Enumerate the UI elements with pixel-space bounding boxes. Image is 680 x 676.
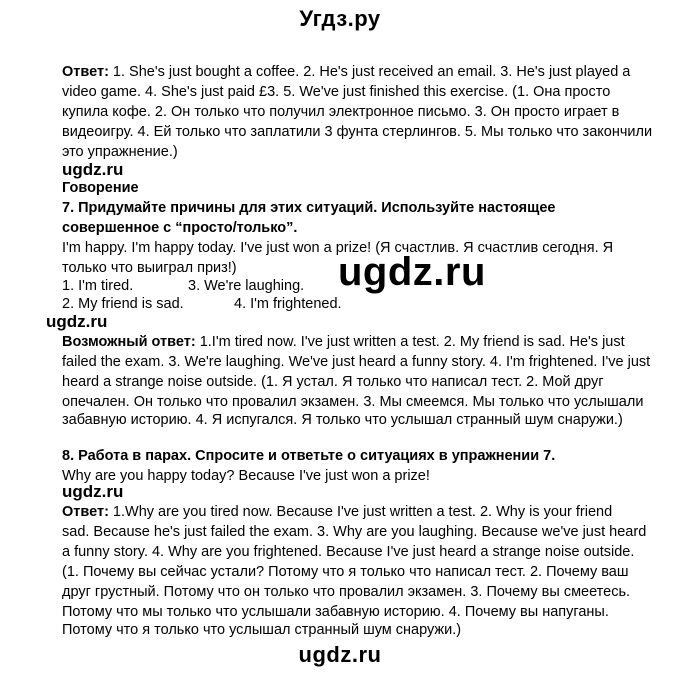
task-7-answer-line-5: забавную историю. 4. Я испугался. Я только что услышал странный шум снаружи.) <box>62 412 623 428</box>
task-8-answer-line-3: a funny story. 4. Why are you frightened. Because I've just heard a strange noise outside. <box>62 544 635 560</box>
task-7-answer-line-4: опечален. Он только что провалил экзамен. 3. Мы смеемся. Мы только что услышали <box>62 394 644 410</box>
answer-1-line-3: купила кофе. 2. Он только что получил электронное письмо. 3. Он просто играет в <box>62 104 620 120</box>
task-7-item: 4. I'm frightened. <box>234 296 342 312</box>
task-8-example: Why are you happy today? Because I've just won a prize! <box>62 468 430 484</box>
task-7-answer-line-1: Возможный ответ: 1.I'm tired now. I've just written a test. 2. My friend is sad. He's just <box>62 334 625 350</box>
task-7-answer-line-3: heard a strange noise outside. (1. Я устал. Я только что написал тест. 2. Мой друг <box>62 374 604 390</box>
task-7-title-line-2: совершенное с “просто/только”. <box>62 220 298 236</box>
watermark-small: ugdz.ru <box>62 160 124 179</box>
task-7-item: 2. My friend is sad. <box>62 296 184 312</box>
answer-label: Возможный ответ: <box>62 334 196 350</box>
watermark-small: ugdz.ru <box>62 482 124 501</box>
footer-watermark: ugdz.ru <box>298 642 382 667</box>
task-7-item: 3. We're laughing. <box>188 278 305 294</box>
task-8-answer-line-5: друг грустный. Потому что он только что провалил экзамен. 3. Почему вы смеетесь. <box>62 584 631 600</box>
task-7-item: 1. I'm tired. <box>62 278 134 294</box>
task-7-example-line-2: только что выиграл приз!) <box>62 260 237 276</box>
answer-label: Ответ: <box>62 504 109 520</box>
site-header: Угдз.ру <box>299 6 381 31</box>
task-7-title-line-1: 7. Придумайте причины для этих ситуаций. Используйте настоящее <box>62 200 556 216</box>
task-7-answer-line-2: failed the exam. 3. We're laughing. We've just heard a funny story. 4. I'm frightened. I've just <box>62 354 651 370</box>
task-8-answer-line-2: sad. Because he's just failed the exam. 3. Why are you laughing. Because we've just heard <box>62 524 647 540</box>
task-8-title: 8. Работа в парах. Спросите и ответьте о ситуациях в упражнении 7. <box>62 448 556 464</box>
task-8-answer-line-6: Потому что мы только что услышали забавную историю. 4. Почему вы напуганы. <box>62 604 609 620</box>
task-7-example-line-1: I'm happy. I'm happy today. I've just won a prize! (Я счастлив. Я счастлив сегодня. Я <box>62 240 614 256</box>
watermark-large: ugdz.ru <box>338 250 486 294</box>
answer-1-line-2: video game. 4. She's just paid £3. 5. We've just finished this exercise. (1. Она просто <box>62 84 611 100</box>
answer-1-line-1: Ответ: 1. She's just bought a coffee. 2. He's just received an email. 3. He's just played a <box>62 64 631 80</box>
watermark-small: ugdz.ru <box>46 312 108 331</box>
task-8-answer-line-1: Ответ: 1.Why are you tired now. Because I've just written a test. 2. Why is your friend <box>62 504 613 520</box>
section-heading: Говорение <box>62 180 139 196</box>
task-8-answer-line-7: Потому что я только что услышал странный шум снаружи.) <box>62 622 462 638</box>
answer-1-line-4: видеоигру. 4. Ей только что заплатили 3 фунта стерлингов. 5. Мы только что закончили <box>62 124 653 140</box>
answer-1-line-5: это упражнение.) <box>62 144 178 160</box>
answer-label: Ответ: <box>62 64 109 80</box>
task-8-answer-line-4: (1. Почему вы сейчас устали? Потому что я только что написал тест. 2. Почему ваш <box>62 564 629 580</box>
